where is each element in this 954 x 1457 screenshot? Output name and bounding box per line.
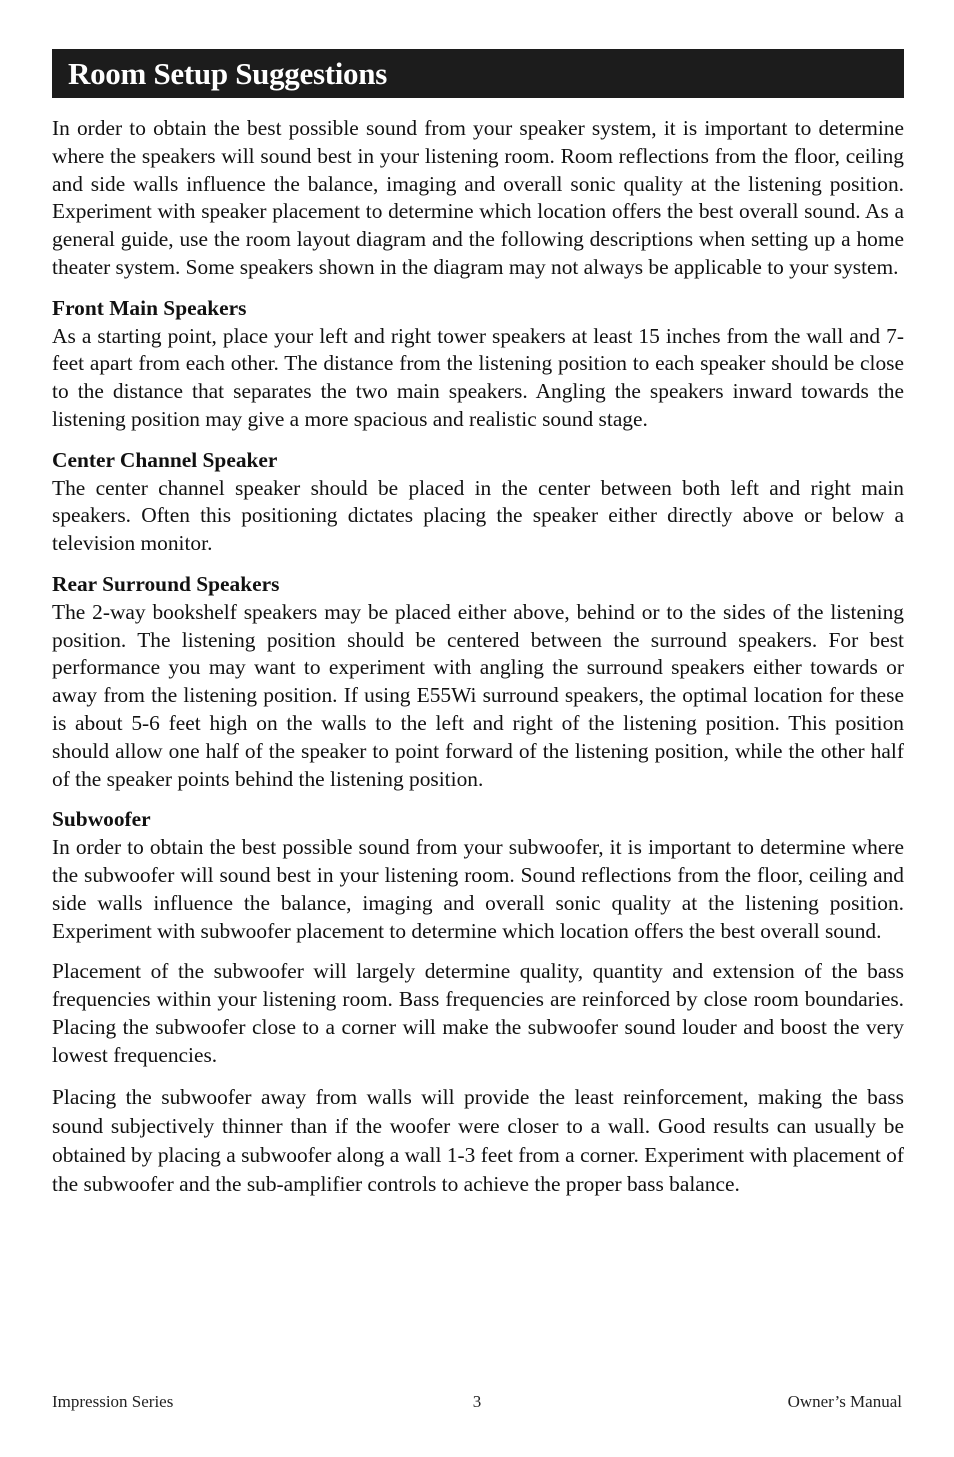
footer-series-name: Impression Series	[52, 1392, 174, 1411]
section-front-main-speakers	[52, 295, 904, 434]
section-body: As a starting point, place your left and right tower speakers at least 15 inches from the wall and 7-feet apart from each other. The distance from the listening position to each speaker should be close to the distance that separates the two main speakers. Angling the speakers inward towards the listening position may give a more spacious and realistic sound stage.	[52, 323, 904, 431]
section-center-channel-speaker	[52, 447, 904, 558]
section-heading: Subwoofer	[52, 807, 151, 832]
section-body: The center channel speaker should be placed in the center between both left and right main speakers. Often this positioning dictates placing the speaker either directly above or below a television monitor.	[52, 475, 904, 556]
section-body: The 2-way bookshelf speakers may be placed either above, behind or to the sides of the listening position. The listening position should be centered between the surround speakers. For best performance you may want to experiment with angling the surround speakers either towards or away from the listening position. If using E55Wi surround speakers, the optimal location for these is about 5-6 feet high on the walls to the left and right of the listening position. This position should allow one half of the speaker to point forward of the listening position, while the other half of the speaker points behind the listening position.	[52, 599, 904, 791]
intro-paragraph: In order to obtain the best possible sound from your speaker system, it is important to determine where the speakers will sound best in your listening room. Room reflections from the floor, ceiling and side walls influence the balance, imaging and overall sonic quality at the listening position. Experiment with speaker placement to determine which location offers the best overall sound. As a general guide, use the room layout diagram and the following descriptions when setting up a home theater system. Some speakers shown in the diagram may not always be applicable to your system.	[52, 116, 904, 279]
subwoofer-placement-paragraph: Placement of the subwoofer will largely determine quality, quantity and extension of the bass frequencies within your listening room. Bass frequencies are reinforced by close room boundaries. Placing the subwoofer close to a corner will make the subwoofer sound louder and boost the very lowest frequencies.	[52, 959, 904, 1067]
subwoofer-walls-paragraph: Placing the subwoofer away from walls will provide the least reinforcement, making the bass sound subjectively thinner than if the woofer were closer to a wall. Good results can usually be obtained by placing a subwoofer along a wall 1-3 feet from a corner. Experiment with placement of the subwoofer and the sub-amplifier controls to achieve the proper bass balance.	[52, 1084, 904, 1197]
footer-page-number: 3	[472, 1392, 482, 1411]
section-heading: Front Main Speakers	[52, 295, 247, 320]
section-body: In order to obtain the best possible sound from your subwoofer, it is important to determine where the subwoofer will sound best in your listening room. Sound reflections from the floor, ceiling and side walls influence the balance, imaging and overall sonic quality at the listening position. Experiment with subwoofer placement to determine which location offers the best overall sound.	[52, 835, 904, 943]
title-bar	[52, 49, 904, 98]
page-content	[52, 49, 904, 1212]
section-rear-surround-speakers	[52, 571, 904, 793]
footer-manual-name: Owner’s Manual	[787, 1392, 902, 1411]
section-subwoofer	[52, 806, 904, 945]
page-title: Room Setup Suggestions	[68, 55, 387, 91]
section-heading: Rear Surround Speakers	[52, 571, 280, 596]
section-heading: Center Channel Speaker	[52, 447, 278, 472]
